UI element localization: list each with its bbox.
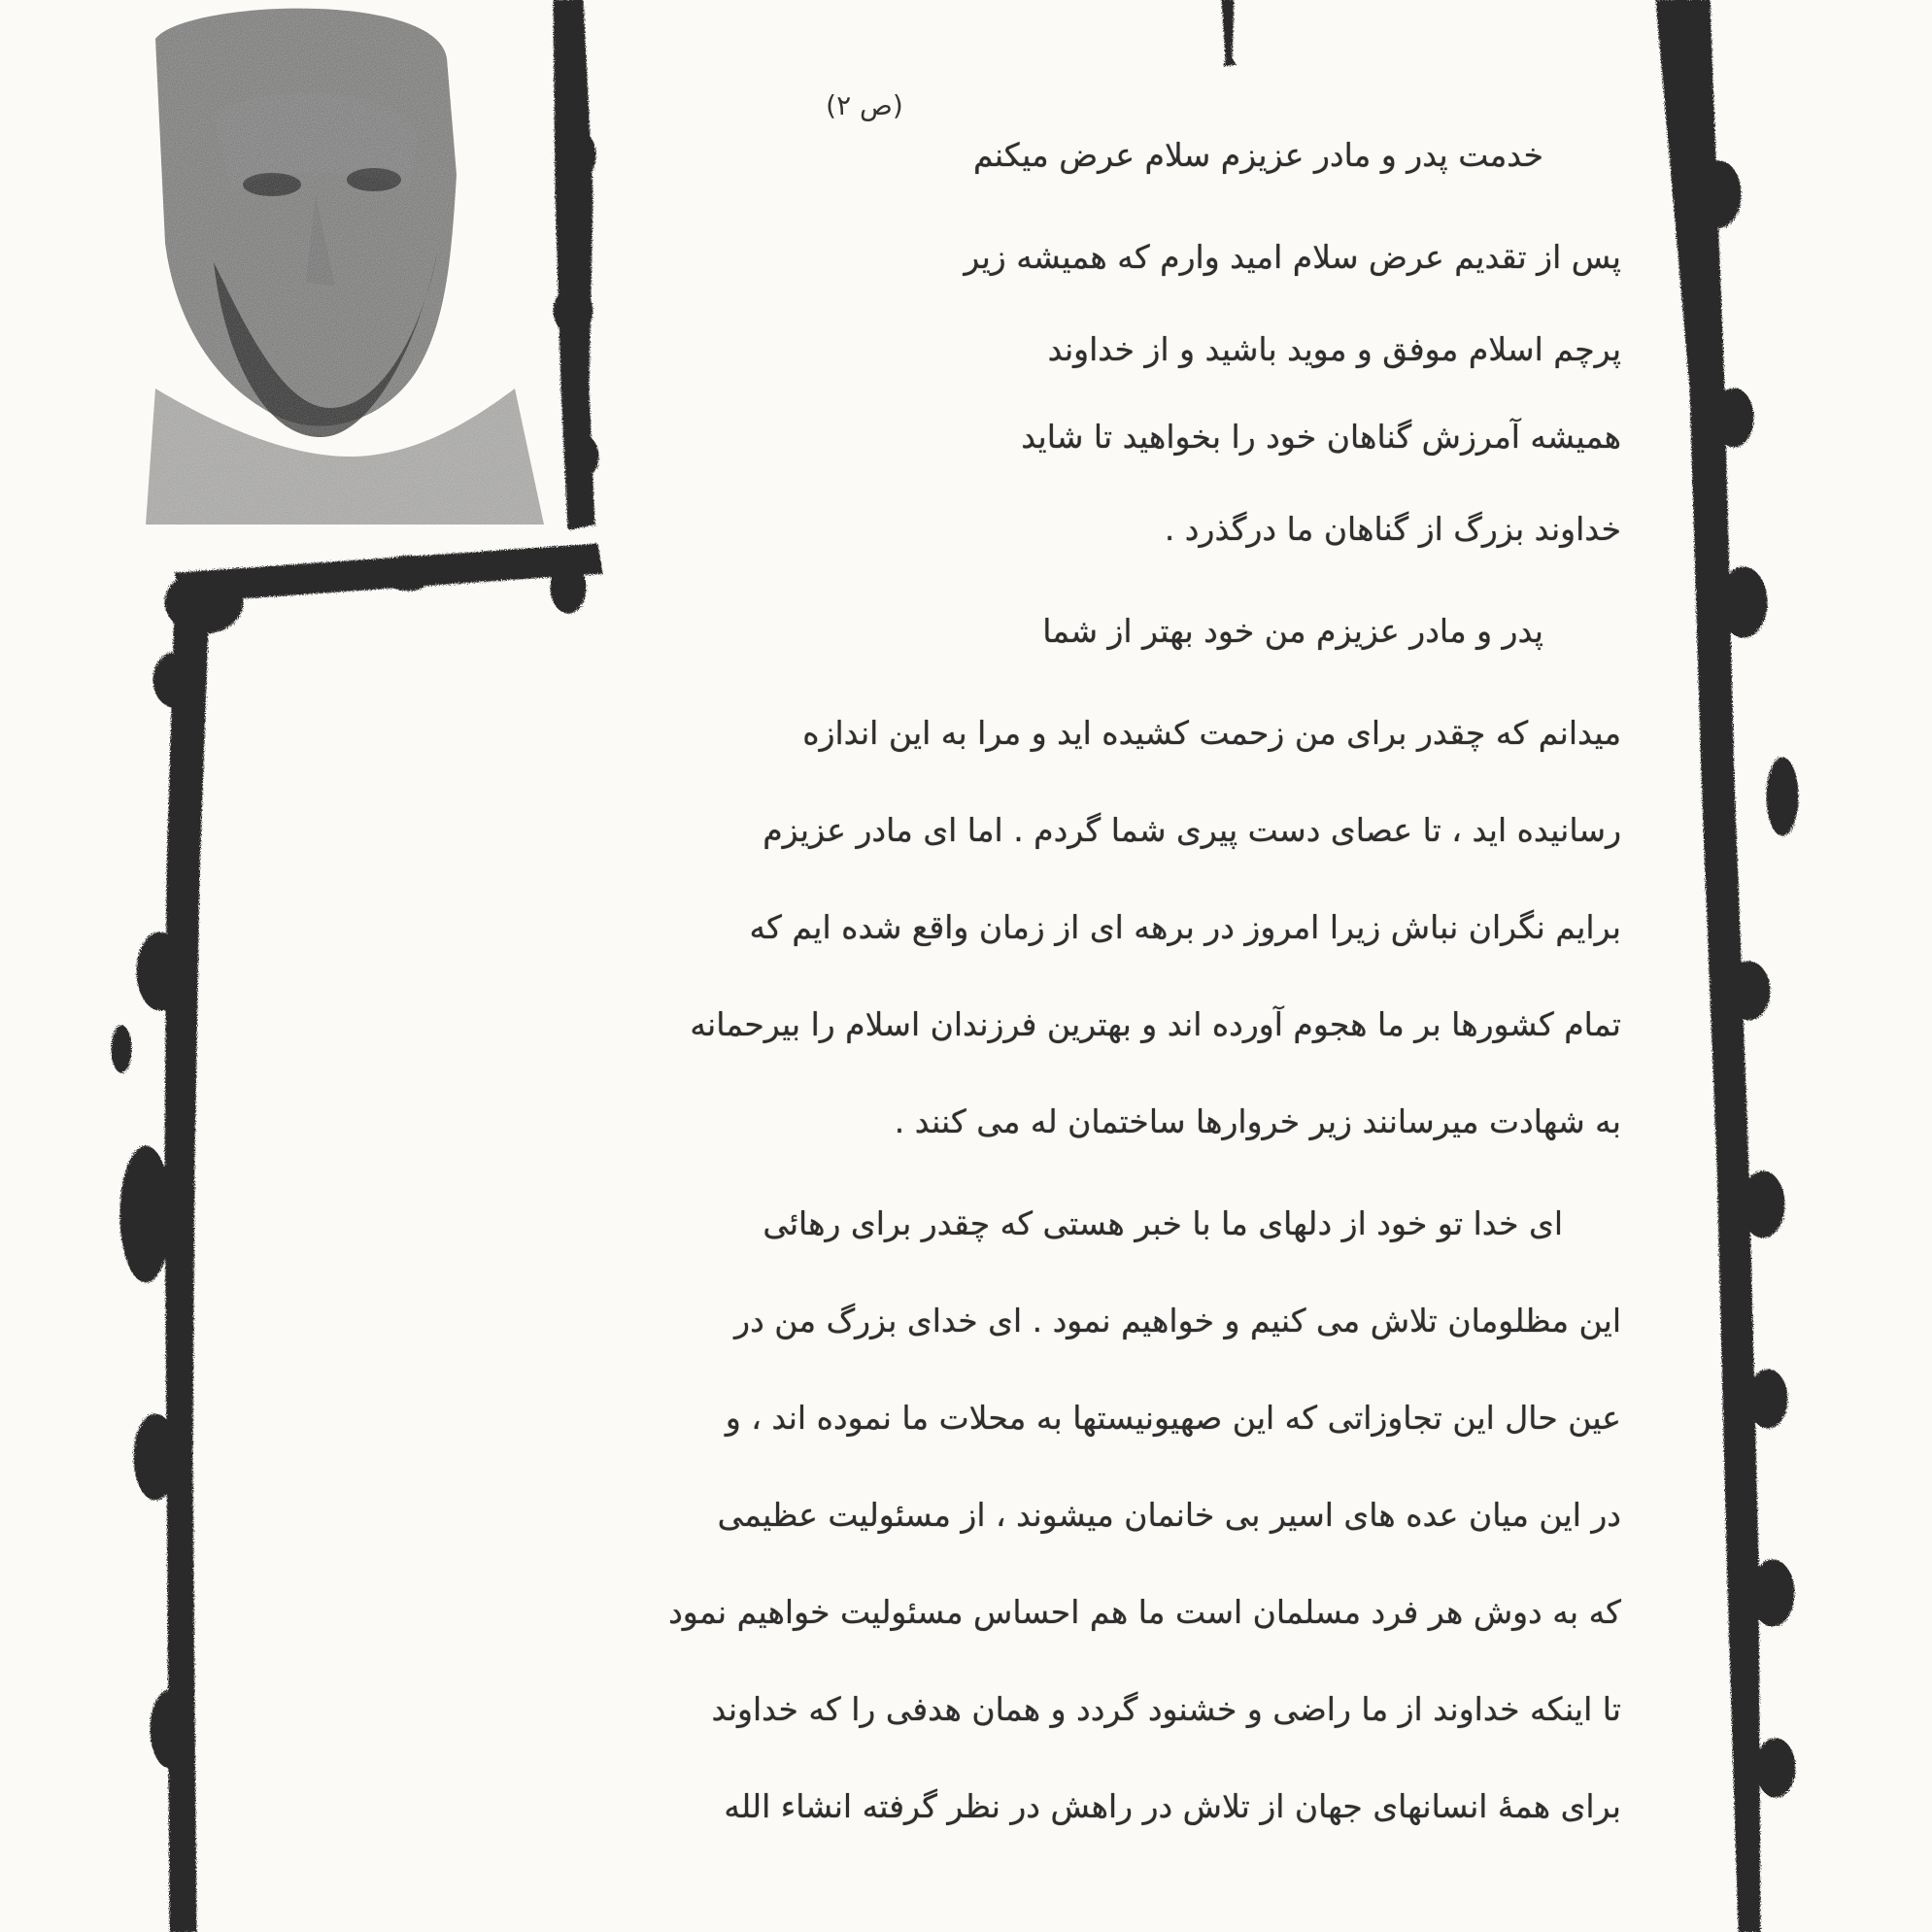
left-eye (243, 173, 301, 196)
text-line: رسانیده اید ، تا عصای دست پیری شما گردم . اما ای مادر عزیزم (763, 811, 1621, 849)
text-line: برای همهٔ انسانهای جهان از تلاش در راهش در نظر گرفته انشاء الله (724, 1787, 1621, 1825)
text-line: خداوند بزرگ از گناهان ما درگذرد . (1164, 510, 1621, 548)
right-eye (347, 168, 401, 191)
head-silhouette (155, 9, 457, 426)
text-line: پدر و مادر عزیزم من خود بهتر از شما (1042, 612, 1543, 650)
portrait-photo (126, 0, 554, 544)
text-line: عین حال این تجاوزاتی که این صهیونیستها به محلات ما نموده اند ، و (725, 1399, 1621, 1437)
page-number: (ص ۲) (826, 89, 903, 121)
text-line: به شهادت میرسانند زیر خروارها ساختمان له می کنند . (894, 1102, 1621, 1140)
text-line: تا اینکه خداوند از ما راضی و خشنود گردد و همان هدفی را که خداوند (711, 1690, 1621, 1728)
text-line: در این میان عده های اسیر بی خانمان میشوند ، از مسئولیت عظیمی (717, 1496, 1621, 1534)
frame-top-drip (1222, 0, 1236, 66)
text-line: خدمت پدر و مادر عزیزم سلام عرض میکنم (972, 136, 1543, 174)
text-line: همیشه آمرزش گناهان خود را بخواهید تا شاید (1021, 418, 1621, 456)
text-line: پس از تقدیم عرض سلام امید وارم که همیشه زیر (964, 238, 1621, 276)
text-line: برایم نگران نباش زیرا امروز در برهه ای از زمان واقع شده ایم که (749, 908, 1621, 946)
text-line: این مظلومان تلاش می کنیم و خواهیم نمود . ای خدای بزرگ من در (734, 1302, 1621, 1339)
text-line: پرچم اسلام موفق و موید باشید و از خداوند (1047, 330, 1621, 368)
text-line: تمام کشورها بر ما هجوم آورده اند و بهترین فرزندان اسلام را بیرحمانه (690, 1005, 1621, 1043)
text-line: میدانم که چقدر برای من زحمت کشیده اید و مرا به این اندازه (802, 714, 1621, 752)
text-line: که به دوش هر فرد مسلمان است ما هم احساس مسئولیت خواهیم نمود (668, 1593, 1621, 1631)
text-line: ای خدا تو خود از دلهای ما با خبر هستی که چقدر برای رهائی (763, 1204, 1563, 1242)
